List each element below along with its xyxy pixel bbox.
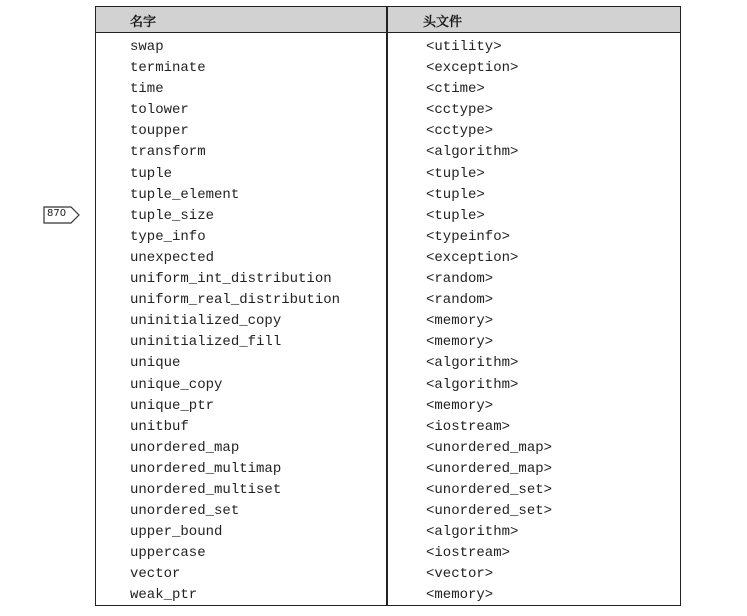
cell-header-file: <iostream> xyxy=(426,545,511,562)
cell-header-file: <random> xyxy=(426,271,494,288)
cell-name: unordered_set xyxy=(130,503,240,520)
table-row xyxy=(96,353,680,374)
cell-name: swap xyxy=(130,39,164,55)
cell-name: unique_copy xyxy=(130,376,223,393)
cell-name: unexpected xyxy=(130,249,215,266)
cell-name: type_info xyxy=(130,228,206,245)
table-row xyxy=(96,585,680,606)
cell-header-file: <vector> xyxy=(426,566,494,583)
cell-header-file: <algorithm> xyxy=(426,376,519,393)
table-row xyxy=(96,290,680,311)
table-row xyxy=(96,480,680,501)
cell-name: transform xyxy=(130,144,206,161)
cell-header-file: <tuple> xyxy=(426,207,485,224)
cell-header-file: <algorithm> xyxy=(426,355,519,372)
header-file-table xyxy=(95,6,681,606)
table-row xyxy=(96,375,680,396)
cell-name: tuple_element xyxy=(130,186,240,203)
table-row xyxy=(96,227,680,248)
table-row xyxy=(96,564,680,585)
table-row xyxy=(96,37,680,58)
cell-name: upper_bound xyxy=(130,524,223,541)
table-row xyxy=(96,543,680,564)
cell-header-file: <unordered_map> xyxy=(426,439,553,456)
column-header-header-file: 头文件 xyxy=(423,15,463,30)
cell-header-file: <exception> xyxy=(426,60,519,77)
table-row xyxy=(96,142,680,163)
table-row xyxy=(96,438,680,459)
table-row xyxy=(96,311,680,332)
cell-header-file: <algorithm> xyxy=(426,144,519,161)
table-row xyxy=(96,58,680,79)
cell-header-file: <memory> xyxy=(426,397,494,414)
cell-name: uninitialized_copy xyxy=(130,313,282,330)
cell-name: tuple_size xyxy=(130,207,215,224)
cell-name: uninitialized_fill xyxy=(130,334,282,351)
cell-name: uniform_int_distribution xyxy=(130,271,332,288)
table-row xyxy=(96,206,680,227)
cell-name: unordered_multimap xyxy=(130,460,282,477)
cell-header-file: <cctype> xyxy=(426,123,494,140)
cell-name: vector xyxy=(130,566,181,583)
cell-name: unitbuf xyxy=(130,418,189,435)
table-row xyxy=(96,522,680,543)
table-row xyxy=(96,269,680,290)
table-row xyxy=(96,248,680,269)
cell-header-file: <tuple> xyxy=(426,165,485,182)
cell-name: unique xyxy=(130,355,181,372)
cell-name: uniform_real_distribution xyxy=(130,292,341,309)
cell-header-file: <cctype> xyxy=(426,102,494,119)
cell-header-file: <iostream> xyxy=(426,418,511,435)
cell-header-file: <algorithm> xyxy=(426,524,519,541)
cell-header-file: <unordered_set> xyxy=(426,503,553,520)
table-row xyxy=(96,121,680,142)
table-row xyxy=(96,459,680,480)
table-body xyxy=(96,37,680,607)
cell-header-file: <unordered_map> xyxy=(426,460,553,477)
table-row xyxy=(96,417,680,438)
cell-name: weak_ptr xyxy=(130,587,198,604)
cell-header-file: <random> xyxy=(426,292,494,309)
cell-header-file: <unordered_set> xyxy=(426,481,553,498)
cell-name: terminate xyxy=(130,60,206,77)
cell-header-file: <memory> xyxy=(426,334,494,351)
column-header-name: 名字 xyxy=(130,15,157,30)
page-marker-label: 870 xyxy=(47,208,67,219)
cell-name: time xyxy=(130,81,164,98)
cell-name: uppercase xyxy=(130,545,206,562)
cell-name: unordered_map xyxy=(130,439,240,456)
table-row xyxy=(96,332,680,353)
cell-header-file: <memory> xyxy=(426,313,494,330)
cell-name: unordered_multiset xyxy=(130,481,282,498)
table-row xyxy=(96,185,680,206)
page-marker xyxy=(43,206,81,224)
cell-name: tuple xyxy=(130,165,173,182)
table-header xyxy=(96,6,680,33)
table-row xyxy=(96,100,680,121)
cell-name: tolower xyxy=(130,102,189,119)
cell-header-file: <exception> xyxy=(426,249,519,266)
cell-header-file: <tuple> xyxy=(426,186,485,203)
table-row xyxy=(96,79,680,100)
cell-header-file: <memory> xyxy=(426,587,494,604)
cell-header-file: <utility> xyxy=(426,39,502,55)
cell-header-file: <ctime> xyxy=(426,81,485,98)
cell-header-file: <typeinfo> xyxy=(426,228,511,245)
table-row xyxy=(96,164,680,185)
table-row xyxy=(96,396,680,417)
cell-name: toupper xyxy=(130,123,189,140)
table-row xyxy=(96,501,680,522)
cell-name: unique_ptr xyxy=(130,397,215,414)
